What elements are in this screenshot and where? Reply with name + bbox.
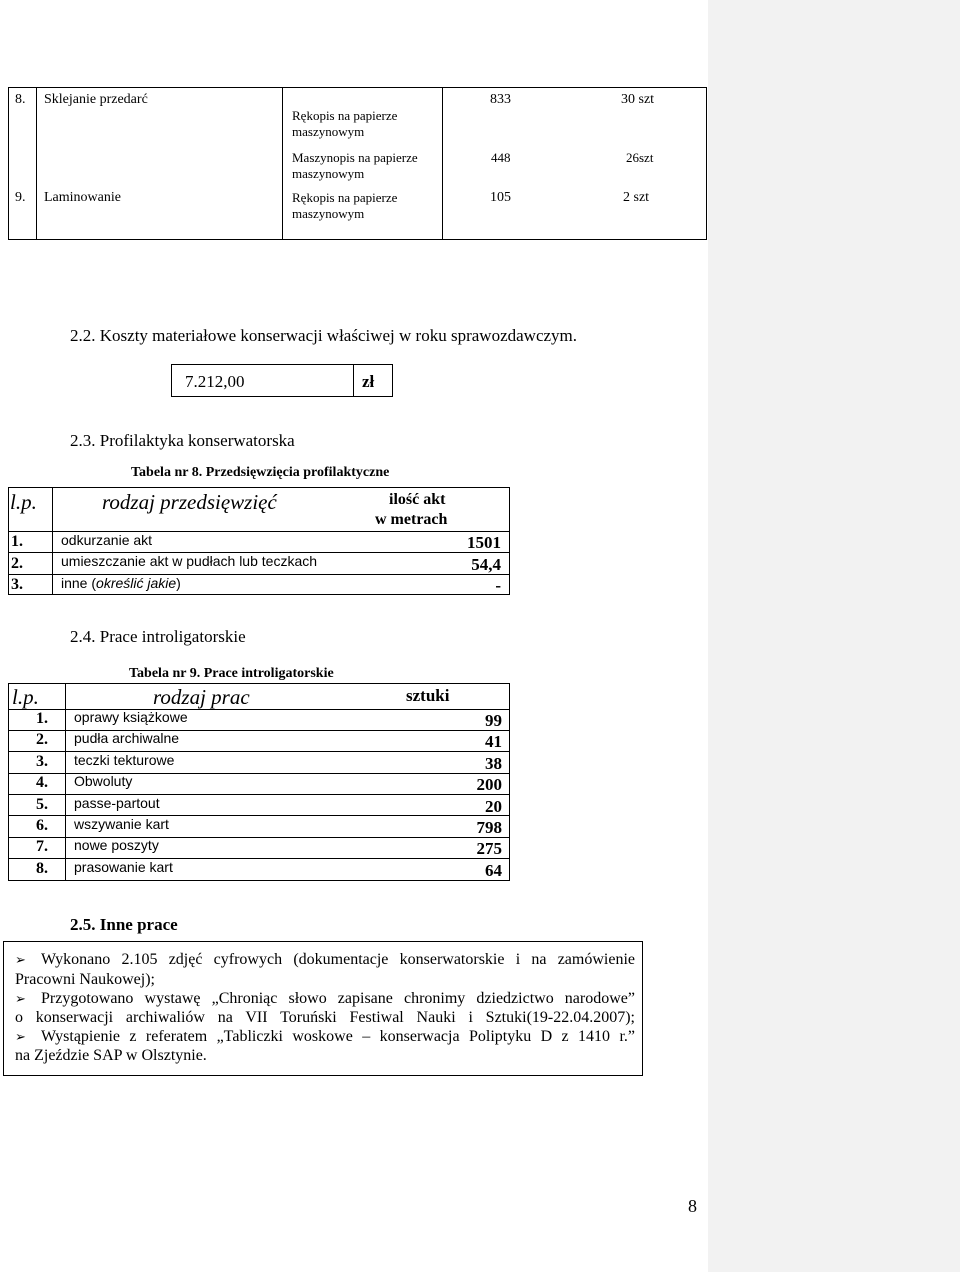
material-cost-amount: 7.212,00 <box>185 372 245 391</box>
row-label: odkurzanie akt <box>61 532 153 548</box>
other-works-box <box>3 941 643 1076</box>
arrow-bullet-icon: ➢ <box>15 1030 26 1045</box>
header-type: rodzaj prac <box>153 685 250 709</box>
header-type: rodzaj przedsięwzięć <box>102 490 277 514</box>
list-item-cont: na Zjeździe SAP w Olsztynie. <box>15 1047 207 1064</box>
table-caption: Tabela nr 8. Przedsięwzięcia profilaktyczne <box>131 465 390 480</box>
row-name: Sklejanie przedarć <box>44 92 148 107</box>
header-qty: ilość akt <box>389 491 446 508</box>
row-value: 200 <box>476 775 502 795</box>
row-value: 1501 <box>467 533 501 552</box>
row-label: passe-partout <box>74 794 160 811</box>
arrow-bullet-icon: ➢ <box>15 992 26 1007</box>
list-item-cont: Pracowni Naukowej); <box>15 971 155 988</box>
material-cost-currency: zł <box>362 372 375 391</box>
row-qty: 105 <box>490 190 511 205</box>
list-item: ➢ Wykonano 2.105 zdjęć cyfrowych (dokumentacje konserwatorskie i na zamówienie <box>15 951 635 968</box>
row-units: 30 szt <box>621 92 655 107</box>
header-lp: l.p. <box>12 685 39 709</box>
row-value: 20 <box>485 796 502 816</box>
row-qty: 833 <box>490 92 511 107</box>
material-cost-box <box>171 364 393 397</box>
row-units: 2 szt <box>623 190 650 205</box>
works-table-continued <box>8 87 707 240</box>
row-lp: 6. <box>36 817 48 834</box>
row-name: Laminowanie <box>44 190 121 205</box>
row-label: teczki tekturowe <box>74 751 175 768</box>
list-item: ➢ Wystąpienie z referatem „Tabliczki woskowe – konserwacja Poliptyku D z 1410 r.” <box>15 1028 635 1045</box>
row-label: wszywanie kart <box>74 816 169 832</box>
row-num: 9. <box>15 190 26 205</box>
arrow-bullet-icon: ➢ <box>15 953 26 968</box>
margin-strip <box>708 0 960 1272</box>
row-label: nowe poszyty <box>74 837 159 854</box>
row-lp: 3. <box>11 576 23 593</box>
row-label: prasowanie kart <box>74 858 173 875</box>
preventive-measures-table <box>8 487 510 595</box>
row-lp: 1. <box>11 533 23 550</box>
doc-type: Rękopis na papierze maszynowym <box>292 190 398 221</box>
row-value: - <box>495 576 501 595</box>
doc-type: Maszynopis na papierze maszynowym <box>292 150 418 181</box>
table-caption: Tabela nr 9. Prace introligatorskie <box>129 666 334 681</box>
row-value: 41 <box>485 732 502 752</box>
row-value: 64 <box>485 860 502 880</box>
doc-type: Rękopis na papierze maszynowym <box>292 108 398 139</box>
row-value: 99 <box>485 711 502 730</box>
list-item: ➢ Przygotowano wystawę „Chroniąc słowo zapisane chronimy dziedzictwo narodowe” <box>15 990 635 1007</box>
list-item-cont: o konserwacji archiwaliów na VII Toruński Festiwal Nauki i Sztuki(19-22.04.2007); <box>15 1009 635 1026</box>
row-lp: 8. <box>36 859 48 877</box>
row-lp: 7. <box>36 838 48 856</box>
row-units: 26szt <box>626 150 654 165</box>
row-lp: 5. <box>36 795 48 813</box>
section-heading-2-2: 2.2. Koszty materiałowe konserwacji właściwej w roku sprawozdawczym. <box>70 326 578 345</box>
header-qty-unit: w metrach <box>375 511 448 528</box>
row-label: pudła archiwalne <box>74 730 180 747</box>
section-heading-2-4: 2.4. Prace introligatorskie <box>70 627 246 646</box>
section-heading-2-5: 2.5. Inne prace <box>70 915 178 934</box>
row-qty: 448 <box>491 150 511 165</box>
row-num: 8. <box>15 92 26 107</box>
page-number: 8 <box>688 1196 697 1216</box>
row-label: oprawy książkowe <box>74 709 188 725</box>
row-value: 54,4 <box>471 555 501 574</box>
row-label: inne (określić jakie) <box>61 575 181 591</box>
section-heading-2-3: 2.3. Profilaktyka konserwatorska <box>70 431 295 450</box>
row-lp: 2. <box>36 731 48 749</box>
row-lp: 1. <box>36 710 48 727</box>
row-lp: 4. <box>36 774 48 792</box>
row-lp: 3. <box>36 752 48 770</box>
header-qty: sztuki <box>406 686 450 705</box>
row-value: 38 <box>485 753 502 773</box>
row-label: Obwoluty <box>74 773 133 790</box>
header-lp: l.p. <box>10 490 37 514</box>
row-value: 275 <box>476 839 502 859</box>
row-lp: 2. <box>11 555 23 572</box>
row-value: 798 <box>476 818 502 837</box>
row-label: umieszczanie akt w pudłach lub teczkach <box>61 553 318 569</box>
